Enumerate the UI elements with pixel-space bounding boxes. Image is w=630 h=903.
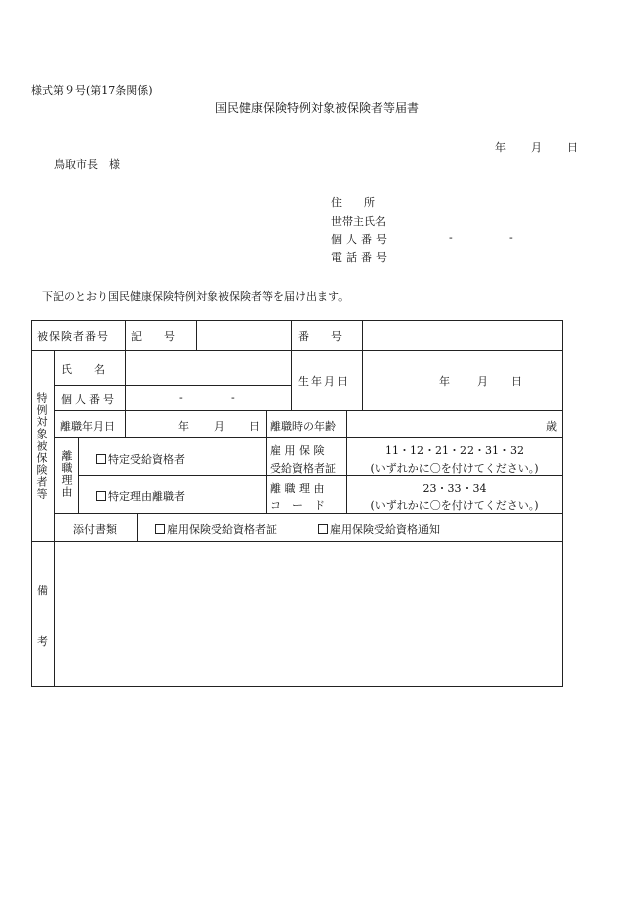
- reason-codes-1: 11・12・21・22・31・32: [385, 444, 524, 457]
- birth-month-label: 月: [477, 375, 488, 388]
- cert-label-line2: 受給資格者証: [270, 462, 336, 475]
- checkbox-icon[interactable]: [96, 491, 106, 501]
- leave-month-label: 月: [214, 420, 225, 433]
- checkbox-icon[interactable]: [96, 454, 106, 464]
- reason-codes-2-note: (いずれかに〇を付けてください。): [370, 499, 539, 512]
- reason-code-label-line2: コ ー ド: [270, 499, 325, 512]
- leave-reason-side-label: 離職理由: [60, 450, 73, 498]
- checkbox-icon[interactable]: [318, 524, 328, 534]
- phone-label: 電話番号: [331, 251, 391, 264]
- reason-code-label-line1: 離 職 理 由: [270, 482, 325, 495]
- attach-option-notice[interactable]: 雇用保険受給資格通知: [318, 521, 440, 537]
- form-title: 国民健康保険特例対象被保険者等届書: [215, 101, 420, 115]
- attachment-label: 添付書類: [73, 523, 117, 536]
- applicant-pn-sep-1: -: [449, 231, 453, 244]
- leave-day-label: 日: [249, 420, 260, 433]
- remarks-label-2: 考: [37, 635, 48, 648]
- side-label-special-insured: 特例対象被保険者等: [35, 392, 48, 500]
- age-unit: 歳: [546, 420, 557, 433]
- leave-age-label: 離職時の年齢: [270, 420, 336, 433]
- applicant-personal-number-label: 個人番号: [331, 233, 391, 246]
- reason-codes-1-note: (いずれかに〇を付けてください。): [370, 462, 539, 475]
- date-year-label: 年: [495, 141, 506, 154]
- attach-option-cert[interactable]: 雇用保険受給資格者証: [155, 521, 277, 537]
- symbol-label: 記 号: [131, 330, 175, 343]
- birth-year-label: 年: [439, 375, 450, 388]
- date-month-label: 月: [531, 141, 542, 154]
- remarks-field[interactable]: [56, 543, 561, 685]
- cert-label-line1: 雇 用 保 険: [270, 444, 325, 457]
- option-specific-recipient[interactable]: 特定受給資格者: [96, 451, 185, 467]
- option-specific-reason[interactable]: 特定理由離職者: [96, 488, 185, 504]
- number-label: 番 号: [298, 330, 342, 343]
- checkbox-icon[interactable]: [155, 524, 165, 534]
- pn-sep-1: -: [179, 391, 183, 404]
- birthdate-label: 生年月日: [298, 375, 350, 388]
- reason-codes-2: 23・33・34: [422, 482, 487, 495]
- leave-year-label: 年: [178, 420, 189, 433]
- remarks-label-1: 備: [37, 584, 48, 597]
- insured-number-label: 被保険者番号: [37, 330, 109, 343]
- pn-sep-2: -: [231, 391, 235, 404]
- address-label: 住 所: [331, 196, 375, 209]
- addressee: 鳥取市長 様: [54, 158, 120, 171]
- date-day-label: 日: [567, 141, 578, 154]
- form-number: 様式第９号(第17条関係): [31, 84, 153, 97]
- birth-day-label: 日: [511, 375, 522, 388]
- head-name-label: 世帯主氏名: [331, 215, 386, 228]
- leave-date-label: 離職年月日: [60, 420, 115, 433]
- intro-text: 下記のとおり国民健康保険特例対象被保険者等を届け出ます。: [42, 290, 350, 303]
- personal-number-label: 個人番号: [61, 393, 117, 406]
- name-label: 氏 名: [61, 363, 105, 376]
- applicant-pn-sep-2: -: [509, 231, 513, 244]
